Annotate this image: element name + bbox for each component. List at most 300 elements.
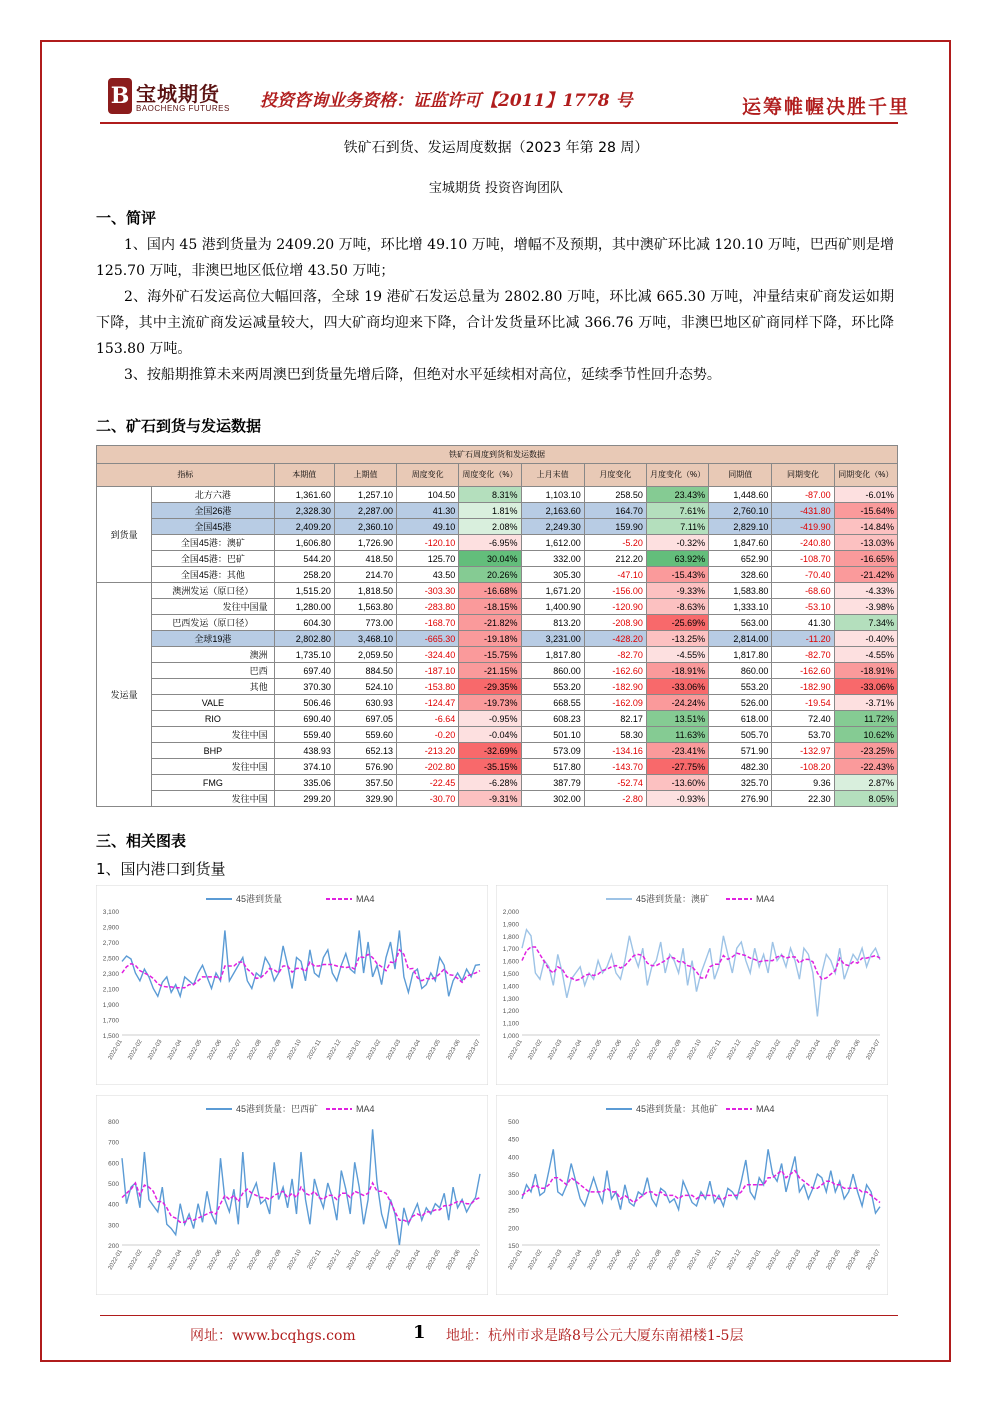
x-tick-label: 2022-05 bbox=[587, 1039, 604, 1062]
table-cell: 2,829.10 bbox=[709, 519, 772, 535]
table-cell: -5.20 bbox=[584, 535, 646, 551]
table-cell: 506.46 bbox=[274, 695, 334, 711]
table-cell: 328.60 bbox=[709, 567, 772, 583]
summary-para-1: 1、国内 45 港到货量为 2409.20 万吨，环比增 49.10 万吨，增幅不及预期，其中澳矿环比减 120.10 万吨，巴西矿则是增 125.70 万吨，非澳巴地区低位增 43.50 万吨； bbox=[96, 237, 894, 279]
y-tick-label: 500 bbox=[108, 1181, 119, 1188]
y-tick-label: 2,900 bbox=[102, 924, 119, 932]
table-cell: 573.09 bbox=[521, 743, 584, 759]
table-cell: 104.50 bbox=[397, 487, 459, 503]
table-cell: -29.35% bbox=[459, 679, 521, 695]
legend-label-ma4: MA4 bbox=[356, 894, 375, 904]
x-tick-label: 2023-04 bbox=[405, 1249, 423, 1272]
table-cell: -18.91% bbox=[646, 663, 708, 679]
x-tick-label: 2022-07 bbox=[226, 1039, 244, 1062]
table-cell: -208.90 bbox=[584, 615, 646, 631]
table-cell: -162.60 bbox=[772, 663, 834, 679]
legend-label-ma4: MA4 bbox=[756, 1104, 775, 1114]
table-cell: -30.70 bbox=[397, 791, 459, 807]
table-cell: 58.30 bbox=[584, 727, 646, 743]
table-cell: -3.98% bbox=[834, 599, 897, 615]
chart-45port-aus bbox=[496, 885, 888, 1085]
x-tick-label: 2022-03 bbox=[147, 1039, 164, 1062]
logo-mark-icon: B bbox=[108, 78, 132, 114]
logo-text-cn: 宝城期货 bbox=[136, 82, 220, 106]
table-cell: -22.45 bbox=[397, 775, 459, 791]
y-tick-label: 300 bbox=[108, 1222, 119, 1230]
y-tick-label: 2,000 bbox=[502, 909, 519, 916]
x-tick-label: 2023-07 bbox=[865, 1249, 882, 1272]
table-cell: 2,249.30 bbox=[521, 519, 584, 535]
x-tick-label: 2022-10 bbox=[686, 1249, 703, 1272]
table-row-label: 全国45港：澳矿 bbox=[152, 535, 274, 551]
x-tick-label: 2023-05 bbox=[425, 1039, 442, 1062]
table-row-label: 全国45港 bbox=[152, 519, 274, 535]
table-cell: -0.20 bbox=[397, 727, 459, 743]
table-header-cell: 指标 bbox=[97, 464, 275, 487]
table-cell: 524.10 bbox=[334, 679, 396, 695]
table-cell: 214.70 bbox=[334, 567, 396, 583]
x-tick-label: 2022-07 bbox=[626, 1249, 644, 1272]
table-cell: 418.50 bbox=[334, 551, 396, 567]
table-cell: -13.03% bbox=[834, 535, 897, 551]
table-cell: -431.80 bbox=[772, 503, 834, 519]
table-cell: 82.17 bbox=[584, 711, 646, 727]
table-cell: -156.00 bbox=[584, 583, 646, 599]
y-tick-label: 450 bbox=[508, 1136, 519, 1144]
x-tick-label: 2022-10 bbox=[286, 1039, 303, 1062]
x-tick-label: 2023-07 bbox=[465, 1039, 482, 1062]
x-tick-label: 2022-09 bbox=[666, 1249, 683, 1272]
table-cell: 258.50 bbox=[584, 487, 646, 503]
table-cell: -9.31% bbox=[459, 791, 521, 807]
table-cell: -21.15% bbox=[459, 663, 521, 679]
table-cell: 1,361.60 bbox=[274, 487, 334, 503]
table-cell: -124.47 bbox=[397, 695, 459, 711]
x-tick-label: 2022-01 bbox=[107, 1249, 124, 1272]
table-row bbox=[97, 679, 898, 695]
footer-rule bbox=[100, 1315, 898, 1316]
x-tick-label: 2023-02 bbox=[366, 1039, 383, 1062]
table-row bbox=[97, 743, 898, 759]
x-tick-label: 2022-04 bbox=[567, 1249, 584, 1272]
x-tick-label: 2023-06 bbox=[445, 1039, 462, 1062]
x-tick-label: 2022-09 bbox=[666, 1039, 683, 1062]
y-tick-label: 1,200 bbox=[502, 1008, 519, 1016]
section-heading-data: 二、矿石到货与发运数据 bbox=[96, 417, 262, 435]
table-cell: 438.93 bbox=[274, 743, 334, 759]
table-cell: -143.70 bbox=[584, 759, 646, 775]
table-cell: -303.30 bbox=[397, 583, 459, 599]
y-tick-label: 1,400 bbox=[502, 983, 519, 991]
table-cell: 2,360.10 bbox=[334, 519, 396, 535]
x-tick-label: 2023-04 bbox=[805, 1039, 823, 1062]
table-cell: -15.43% bbox=[646, 567, 708, 583]
y-tick-label: 1,700 bbox=[502, 946, 519, 954]
table-cell: 482.30 bbox=[709, 759, 772, 775]
table-cell: 2,814.00 bbox=[709, 631, 772, 647]
table-row bbox=[97, 503, 898, 519]
table-cell: -4.55% bbox=[646, 647, 708, 663]
table-cell: -213.20 bbox=[397, 743, 459, 759]
table-cell: -14.84% bbox=[834, 519, 897, 535]
y-tick-label: 1,500 bbox=[502, 971, 519, 978]
table-header-cell: 本期值 bbox=[274, 464, 334, 487]
table-header-cell: 周度变化 bbox=[397, 464, 459, 487]
legend-label-series: 45港到货量：巴西矿 bbox=[236, 1104, 319, 1114]
table-row bbox=[97, 487, 898, 503]
table-header-cell: 上月末值 bbox=[521, 464, 584, 487]
table-row-label: 北方六港 bbox=[152, 487, 274, 503]
chart-45port-other bbox=[496, 1095, 888, 1295]
table-cell: 13.51% bbox=[646, 711, 708, 727]
x-tick-label: 2023-03 bbox=[385, 1039, 403, 1062]
table-cell: 53.70 bbox=[772, 727, 834, 743]
page-header bbox=[100, 72, 910, 122]
table-cell: -665.30 bbox=[397, 631, 459, 647]
table-cell: -0.04% bbox=[459, 727, 521, 743]
table-cell: -68.60 bbox=[772, 583, 834, 599]
table-cell: 1,257.10 bbox=[334, 487, 396, 503]
page-number: 1 bbox=[413, 1322, 426, 1343]
table-cell: -87.00 bbox=[772, 487, 834, 503]
table-cell: -15.64% bbox=[834, 503, 897, 519]
y-tick-label: 1,900 bbox=[502, 921, 519, 929]
x-tick-label: 2022-03 bbox=[547, 1249, 564, 1272]
table-cell: 7.61% bbox=[646, 503, 708, 519]
y-tick-label: 1,600 bbox=[502, 958, 519, 966]
table-cell: 3,231.00 bbox=[521, 631, 584, 647]
table-row bbox=[97, 583, 898, 599]
x-tick-label: 2023-05 bbox=[825, 1039, 842, 1062]
table-cell: 370.30 bbox=[274, 679, 334, 695]
table-cell: -19.18% bbox=[459, 631, 521, 647]
y-tick-label: 400 bbox=[108, 1201, 119, 1209]
table-cell: 559.60 bbox=[334, 727, 396, 743]
x-tick-label: 2022-06 bbox=[206, 1039, 224, 1062]
y-tick-label: 2,500 bbox=[102, 955, 119, 963]
table-row bbox=[97, 535, 898, 551]
table-cell: 41.30 bbox=[772, 615, 834, 631]
table-cell: 2,328.30 bbox=[274, 503, 334, 519]
table-cell: -182.90 bbox=[584, 679, 646, 695]
table-cell: -182.90 bbox=[772, 679, 834, 695]
x-tick-label: 2022-06 bbox=[206, 1249, 224, 1272]
x-tick-label: 2022-03 bbox=[147, 1249, 164, 1272]
x-tick-label: 2023-03 bbox=[785, 1249, 803, 1272]
table-cell: 1,103.10 bbox=[521, 487, 584, 503]
table-cell: -23.25% bbox=[834, 743, 897, 759]
table-row-label: 发往中国 bbox=[152, 791, 274, 807]
x-tick-label: 2023-02 bbox=[766, 1039, 783, 1062]
table-cell: 608.23 bbox=[521, 711, 584, 727]
summary-para-3: 3、按船期推算未来两周澳巴到货量先增后降，但绝对水平延续相对高位，延续季节性回升态势。 bbox=[124, 367, 721, 383]
y-tick-label: 1,900 bbox=[102, 1002, 119, 1009]
table-cell: 357.50 bbox=[334, 775, 396, 791]
y-tick-label: 1,800 bbox=[502, 933, 519, 941]
table-cell: 2,802.80 bbox=[274, 631, 334, 647]
y-tick-label: 800 bbox=[108, 1119, 119, 1126]
table-cell: -108.70 bbox=[772, 551, 834, 567]
table-cell: -283.80 bbox=[397, 599, 459, 615]
table-cell: 1,726.90 bbox=[334, 535, 396, 551]
y-tick-label: 400 bbox=[508, 1154, 519, 1162]
table-cell: 1,583.80 bbox=[709, 583, 772, 599]
x-tick-label: 2022-02 bbox=[527, 1249, 544, 1272]
table-row bbox=[97, 615, 898, 631]
x-tick-label: 2022-04 bbox=[167, 1039, 184, 1062]
x-tick-label: 2022-03 bbox=[547, 1039, 564, 1062]
table-cell: 10.62% bbox=[834, 727, 897, 743]
table-cell: -70.40 bbox=[772, 567, 834, 583]
table-group-arrival: 到货量 bbox=[97, 487, 152, 583]
table-cell: -6.28% bbox=[459, 775, 521, 791]
table-cell: -33.06% bbox=[834, 679, 897, 695]
table-cell: 1,606.80 bbox=[274, 535, 334, 551]
header-rule bbox=[100, 122, 898, 124]
table-cell: -0.40% bbox=[834, 631, 897, 647]
table-header-cell: 同期变化（%） bbox=[834, 464, 897, 487]
x-tick-label: 2023-06 bbox=[845, 1039, 862, 1062]
table-row bbox=[97, 695, 898, 711]
x-tick-label: 2022-02 bbox=[127, 1039, 144, 1062]
table-cell: 1,817.80 bbox=[521, 647, 584, 663]
table-cell: 860.00 bbox=[521, 663, 584, 679]
x-tick-label: 2023-05 bbox=[825, 1249, 842, 1272]
table-cell: 276.90 bbox=[709, 791, 772, 807]
table-cell: 43.50 bbox=[397, 567, 459, 583]
table-row-label: 巴西发运（原口径） bbox=[152, 615, 274, 631]
table-cell: 1,448.60 bbox=[709, 487, 772, 503]
table-cell: 1,515.20 bbox=[274, 583, 334, 599]
table-cell: 1,400.90 bbox=[521, 599, 584, 615]
table-cell: 63.92% bbox=[646, 551, 708, 567]
x-tick-label: 2023-01 bbox=[746, 1249, 763, 1272]
x-tick-label: 2023-01 bbox=[346, 1039, 363, 1062]
x-tick-label: 2022-07 bbox=[626, 1039, 644, 1062]
x-tick-label: 2022-01 bbox=[507, 1039, 524, 1062]
x-tick-label: 2022-06 bbox=[606, 1039, 624, 1062]
section-heading-charts: 三、相关图表 bbox=[96, 832, 187, 850]
table-cell: 1,735.10 bbox=[274, 647, 334, 663]
table-cell: 1,847.60 bbox=[709, 535, 772, 551]
table-cell: -52.74 bbox=[584, 775, 646, 791]
chart-45port-brazil bbox=[96, 1095, 488, 1295]
table-cell: -13.60% bbox=[646, 775, 708, 791]
table-row-label: 发往中国 bbox=[152, 759, 274, 775]
table-cell: 1,563.80 bbox=[334, 599, 396, 615]
y-tick-label: 2,300 bbox=[102, 971, 119, 978]
y-tick-label: 1,100 bbox=[502, 1020, 519, 1028]
table-cell: -4.33% bbox=[834, 583, 897, 599]
y-tick-label: 2,100 bbox=[102, 986, 119, 994]
legend-label-series: 45港到货量：澳矿 bbox=[636, 894, 710, 904]
table-cell: 164.70 bbox=[584, 503, 646, 519]
table-row-label: VALE bbox=[152, 695, 274, 711]
ore-data-table bbox=[96, 445, 898, 807]
table-cell: 2,059.50 bbox=[334, 647, 396, 663]
x-tick-label: 2022-07 bbox=[226, 1249, 244, 1272]
table-row-label: FMG bbox=[152, 775, 274, 791]
charts-subheading: 1、国内港口到货量 bbox=[96, 860, 226, 878]
table-row-label: 澳洲 bbox=[152, 647, 274, 663]
table-cell: 2,409.20 bbox=[274, 519, 334, 535]
x-tick-label: 2022-11 bbox=[306, 1249, 323, 1271]
table-cell: 49.10 bbox=[397, 519, 459, 535]
table-header-row bbox=[97, 464, 898, 487]
table-cell: 125.70 bbox=[397, 551, 459, 567]
table-cell: -2.80 bbox=[584, 791, 646, 807]
table-header-cell: 月度变化 bbox=[584, 464, 646, 487]
table-cell: 8.05% bbox=[834, 791, 897, 807]
table-cell: -202.80 bbox=[397, 759, 459, 775]
table-cell: 553.20 bbox=[521, 679, 584, 695]
table-cell: 374.10 bbox=[274, 759, 334, 775]
x-tick-label: 2022-08 bbox=[246, 1249, 263, 1272]
table-cell: 2,163.60 bbox=[521, 503, 584, 519]
table-cell: 1,818.50 bbox=[334, 583, 396, 599]
y-tick-label: 3,100 bbox=[102, 909, 119, 916]
table-cell: -324.40 bbox=[397, 647, 459, 663]
table-cell: 652.13 bbox=[334, 743, 396, 759]
y-tick-label: 1,500 bbox=[102, 1033, 119, 1040]
legend-label-ma4: MA4 bbox=[756, 894, 775, 904]
x-tick-label: 2022-10 bbox=[686, 1039, 703, 1062]
table-caption: 铁矿石周度到货和发运数据 bbox=[97, 446, 898, 464]
table-cell: -23.41% bbox=[646, 743, 708, 759]
x-tick-label: 2023-01 bbox=[346, 1249, 363, 1272]
section-heading-summary: 一、简评 bbox=[96, 209, 157, 227]
table-cell: 329.90 bbox=[334, 791, 396, 807]
footer-website[interactable]: 网址：www.bcqhgs.com bbox=[190, 1328, 356, 1344]
table-cell: 618.00 bbox=[709, 711, 772, 727]
table-cell: -132.97 bbox=[772, 743, 834, 759]
table-header-cell: 月度变化（%） bbox=[646, 464, 708, 487]
table-cell: -134.16 bbox=[584, 743, 646, 759]
table-row-label: 全国45港：其他 bbox=[152, 567, 274, 583]
table-cell: -8.63% bbox=[646, 599, 708, 615]
table-row bbox=[97, 711, 898, 727]
table-cell: -53.10 bbox=[772, 599, 834, 615]
x-tick-label: 2022-12 bbox=[326, 1249, 343, 1272]
table-cell: -419.90 bbox=[772, 519, 834, 535]
table-row bbox=[97, 647, 898, 663]
x-tick-label: 2022-12 bbox=[326, 1039, 343, 1062]
table-cell: -19.54 bbox=[772, 695, 834, 711]
x-tick-label: 2022-11 bbox=[706, 1039, 723, 1061]
x-tick-label: 2023-03 bbox=[785, 1039, 803, 1062]
x-tick-label: 2023-06 bbox=[845, 1249, 862, 1272]
table-cell: 22.30 bbox=[772, 791, 834, 807]
table-cell: -3.71% bbox=[834, 695, 897, 711]
table-cell: -27.75% bbox=[646, 759, 708, 775]
table-row-label: RIO bbox=[152, 711, 274, 727]
table-cell: 1,612.00 bbox=[521, 535, 584, 551]
table-header-cell: 同期变化 bbox=[772, 464, 834, 487]
table-row bbox=[97, 759, 898, 775]
logo-text-en: BAOCHENG FUTURES bbox=[136, 104, 230, 113]
y-tick-label: 150 bbox=[508, 1243, 519, 1250]
x-tick-label: 2022-12 bbox=[726, 1039, 743, 1062]
table-cell: 305.30 bbox=[521, 567, 584, 583]
table-row-label: 全国26港 bbox=[152, 503, 274, 519]
report-team: 宝城期货 投资咨询团队 bbox=[428, 181, 564, 196]
x-tick-label: 2022-02 bbox=[127, 1249, 144, 1272]
table-row-label: 澳洲发运（原口径） bbox=[152, 583, 274, 599]
footer-address: 地址：杭州市求是路8号公元大厦东南裙楼1-5层 bbox=[446, 1328, 744, 1344]
table-cell: 11.72% bbox=[834, 711, 897, 727]
x-tick-label: 2023-02 bbox=[366, 1249, 383, 1272]
table-cell: 23.43% bbox=[646, 487, 708, 503]
x-tick-label: 2022-05 bbox=[587, 1249, 604, 1272]
table-header-cell: 上期值 bbox=[334, 464, 396, 487]
table-cell: 72.40 bbox=[772, 711, 834, 727]
table-cell: -9.33% bbox=[646, 583, 708, 599]
table-cell: -6.01% bbox=[834, 487, 897, 503]
table-cell: -22.43% bbox=[834, 759, 897, 775]
table-cell: 1,333.10 bbox=[709, 599, 772, 615]
table-cell: 860.00 bbox=[709, 663, 772, 679]
table-cell: 212.20 bbox=[584, 551, 646, 567]
table-cell: -33.06% bbox=[646, 679, 708, 695]
table-cell: 697.05 bbox=[334, 711, 396, 727]
table-cell: -162.09 bbox=[584, 695, 646, 711]
y-tick-label: 350 bbox=[508, 1172, 519, 1180]
table-cell: -82.70 bbox=[584, 647, 646, 663]
x-tick-label: 2022-01 bbox=[507, 1249, 524, 1272]
table-row bbox=[97, 775, 898, 791]
x-tick-label: 2023-04 bbox=[405, 1039, 423, 1062]
table-cell: 501.10 bbox=[521, 727, 584, 743]
x-tick-label: 2022-06 bbox=[606, 1249, 624, 1272]
table-cell: 604.30 bbox=[274, 615, 334, 631]
table-cell: 7.34% bbox=[834, 615, 897, 631]
table-row bbox=[97, 599, 898, 615]
table-cell: -187.10 bbox=[397, 663, 459, 679]
table-header-cell: 周度变化（%） bbox=[459, 464, 521, 487]
table-cell: 559.40 bbox=[274, 727, 334, 743]
table-cell: 571.90 bbox=[709, 743, 772, 759]
table-cell: -15.75% bbox=[459, 647, 521, 663]
table-cell: -428.20 bbox=[584, 631, 646, 647]
table-cell: 668.55 bbox=[521, 695, 584, 711]
table-row-label: BHP bbox=[152, 743, 274, 759]
table-cell: -47.10 bbox=[584, 567, 646, 583]
table-cell: 1.81% bbox=[459, 503, 521, 519]
x-tick-label: 2023-03 bbox=[385, 1249, 403, 1272]
table-cell: 505.70 bbox=[709, 727, 772, 743]
license-text: 投资咨询业务资格：证监许可【2011】1778 号 bbox=[260, 91, 633, 111]
table-row bbox=[97, 567, 898, 583]
legend-label-ma4: MA4 bbox=[356, 1104, 375, 1114]
y-tick-label: 250 bbox=[508, 1207, 519, 1215]
table-cell: 41.30 bbox=[397, 503, 459, 519]
x-tick-label: 2023-06 bbox=[445, 1249, 462, 1272]
table-cell: -240.80 bbox=[772, 535, 834, 551]
x-tick-label: 2022-08 bbox=[246, 1039, 263, 1062]
table-cell: -13.25% bbox=[646, 631, 708, 647]
x-tick-label: 2022-11 bbox=[706, 1249, 723, 1271]
table-cell: -35.15% bbox=[459, 759, 521, 775]
x-tick-label: 2022-04 bbox=[567, 1039, 584, 1062]
table-cell: 697.40 bbox=[274, 663, 334, 679]
table-cell: 2,287.00 bbox=[334, 503, 396, 519]
table-cell: 325.70 bbox=[709, 775, 772, 791]
table-row bbox=[97, 663, 898, 679]
table-row bbox=[97, 727, 898, 743]
table-row bbox=[97, 631, 898, 647]
table-cell: 526.00 bbox=[709, 695, 772, 711]
y-tick-label: 300 bbox=[508, 1189, 519, 1197]
